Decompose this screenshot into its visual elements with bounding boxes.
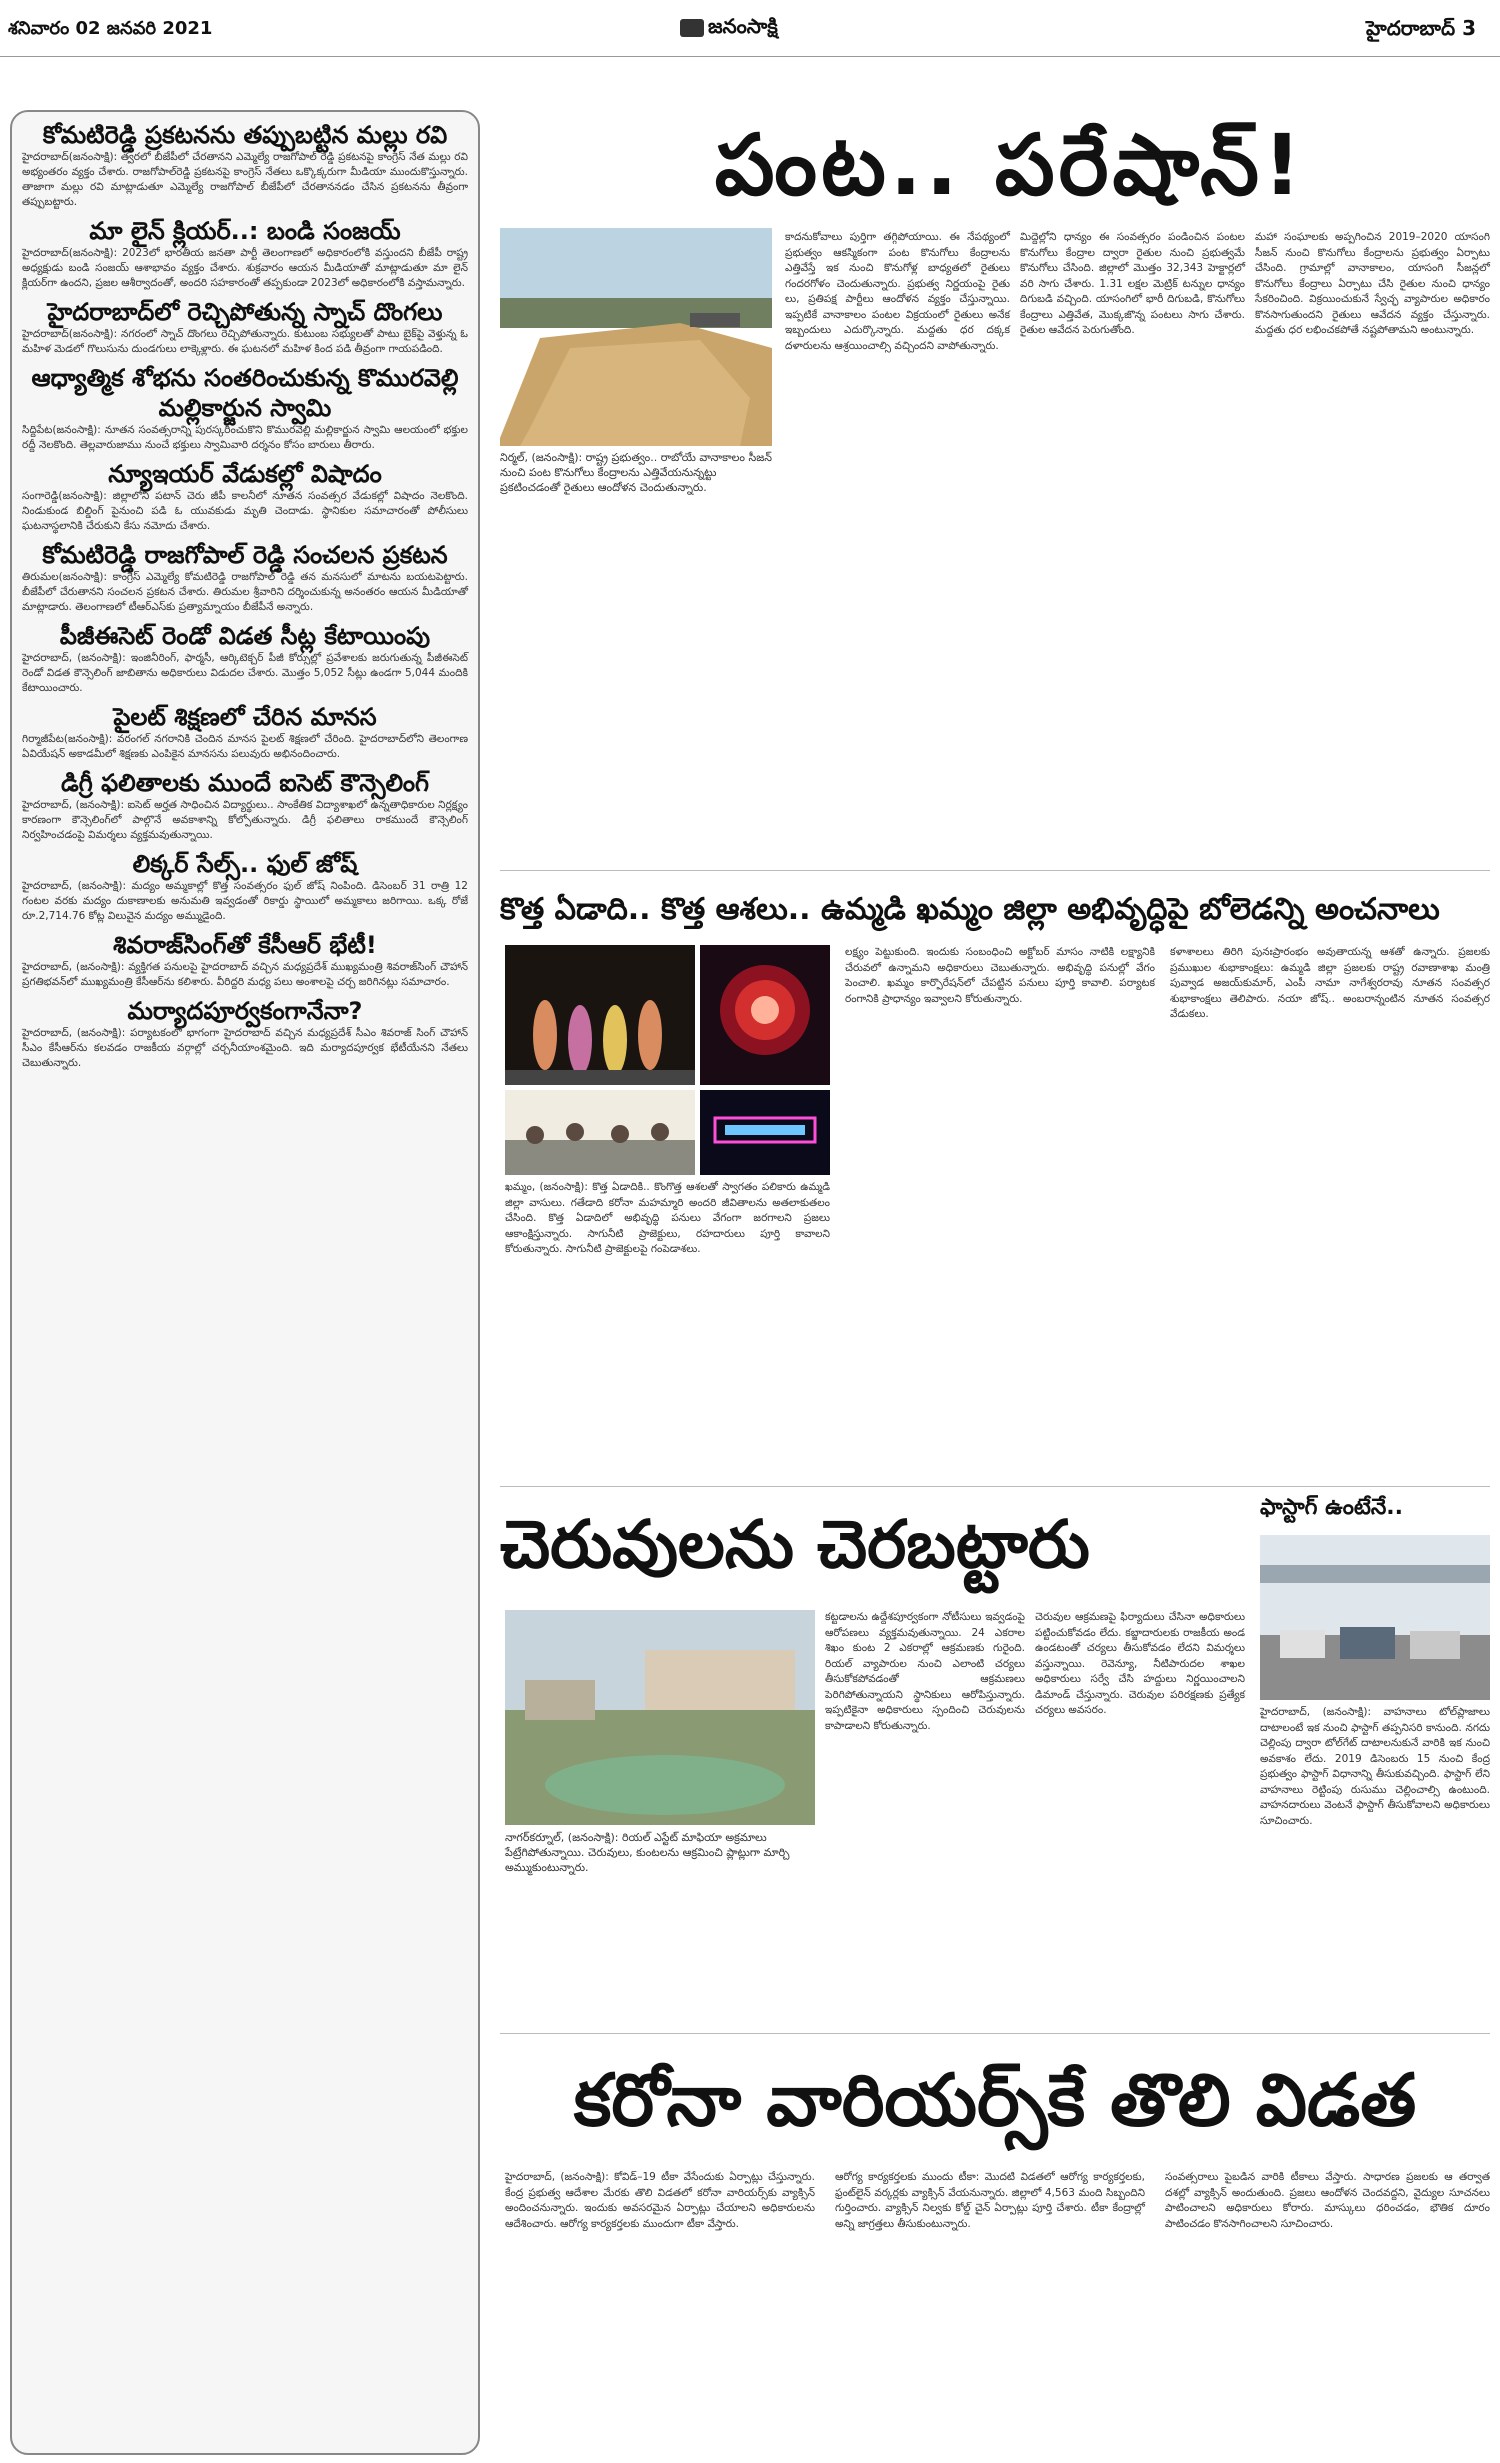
logo-icon — [680, 19, 704, 37]
left-news-column — [10, 110, 480, 2455]
neon-sign-photo — [700, 1090, 830, 1175]
corona-column-1: హైదరాబాద్, (జనంసాక్షి): కోవిడ్–19 టీకా వేసేందుకు ఏర్పాట్లు చేస్తున్నారు. కేంద్ర ప్రభుత్వ ఆదేశాల మేరకు తొలి విడతలో కరోనా వారియర్స్‌కు వ్యాక్సిన్ అందించనున్నారు. ఇందుకు అవసరమైన ఏర్పాట్లు చేయాలని అధికారులను ఆదేశించారు. ఆరోగ్య కార్యకర్తలకు ముందుగా టీకా వేస్తారు. — [505, 2171, 815, 2230]
ponds-headline: చెరువులను చెరబట్టారు — [500, 1506, 1090, 1583]
khammam-column-1: ఖమ్మం, (జనంసాక్షి): కొత్త ఏడాదికి.. కొంగొత్త ఆశలతో స్వాగతం పలికారు ఉమ్మడి జిల్లా వాసులు. గతేడాది కరోనా మహమ్మారి అందరి జీవితాలను అతలాకుతలం చేసింది. కొత్త ఏడాదిలో అభివృద్ధి పనులు వేగంగా జరగాలని ప్రజలు ఆకాంక్షిస్తున్నారు. సాగునీటి ప్రాజెక్టులు, రహదారులు పూర్తి కావాలని కోరుతున్నారు. సాగునీటి ప్రాజెక్టులపై గంపెడాశలు. — [505, 1181, 830, 1255]
left-story-body: హైదరాబాద్, (జనంసాక్షి): ఐసెట్ అర్హత సాధించిన విద్యార్థులు.. సాంకేతిక విద్యాశాఖలో ఉన్నతాధికారుల నిర్లక్ష్యం కారణంగా కౌన్సెలింగ్‌లో పాల్గొనే అవకాశాన్ని కోల్పోతున్నారు. డిగ్రీ ఫలితాలు రాకముందే కౌన్సెలింగ్ నిర్వహించడంపై విమర్శలు వ్యక్తమవుతున్నాయి. — [22, 799, 468, 841]
dancers-photo — [505, 945, 695, 1085]
ponds-column-1: కట్టడాలను ఉద్దేశపూర్వకంగా నోటీసులు ఇవ్వడంపై ఆరోపణలు వ్యక్తమవుతున్నాయి. 24 ఎకరాల శిఖం కుంట 2 ఎకరాల్లో ఆక్రమణకు గురైంది. రియల్ వ్యాపారుల నుంచి ఎలాంటి చర్యలు తీసుకోకపోవడంతో ఆక్రమణలు పెరిగిపోతున్నాయని స్థానికులు ఆరోపిస్తున్నారు. ఇప్పటికైనా అధికారులు స్పందించి చెరువులను కాపాడాలని కోరుతున్నారు. — [825, 1611, 1025, 1732]
corona-headline: కరోనా వారియర్స్‌కే తొలి విడత — [573, 2058, 1417, 2142]
left-story — [12, 992, 478, 1073]
fastag-headline: ఫాస్టాగ్ ఉంటేనే.. — [1260, 1495, 1404, 1520]
celebration-crowd-photo — [505, 1090, 695, 1175]
ponds-column-2: చెరువుల ఆక్రమణపై ఫిర్యాదులు చేసినా అధికారులు పట్టించుకోవడం లేదు. కబ్జాదారులకు రాజకీయ అండ ఉండటంతో చర్యలు తీసుకోవడం లేదని విమర్శలు వస్తున్నాయి. రెవెన్యూ, నీటిపారుదల శాఖల అధికారులు సర్వే చేసి హద్దులు నిర్ణయించాలని డిమాండ్ చేస్తున్నారు. చెరువుల పరిరక్షణకు ప్రత్యేక చర్యలు అవసరం. — [1035, 1611, 1245, 1716]
corona-column-2: ఆరోగ్య కార్యకర్తలకు ముందు టీకా: మొదటి విడతలో ఆరోగ్య కార్యకర్తలకు, ఫ్రంట్‌లైన్ వర్కర్లకు వ్యాక్సిన్ వేయనున్నారు. జిల్లాలో 4,563 మంది సిబ్బందిని గుర్తించారు. వ్యాక్సిన్ నిల్వకు కోల్డ్ చైన్ ఏర్పాట్లు పూర్తి చేశారు. టీకా కేంద్రాల్లో అన్ని జాగ్రత్తలు తీసుకుంటున్నారు. — [835, 2171, 1145, 2230]
left-story-body: సిద్దిపేట(జనంసాక్షి): నూతన సంవత్సరాన్ని పురస్కరించుకొని కొమురవెల్లి మల్లికార్జున స్వామి ఆలయంలో భక్తుల రద్దీ నెలకొంది. తెల్లవారుజాము నుంచే భక్తులు స్వామివారి దర్శనం కోసం బారులు తీరారు. — [22, 424, 468, 451]
left-story-body: హైదరాబాద్(జనంసాక్షి): త్వరలో బీజేపీలో చేరతానని ఎమ్మెల్యే రాజగోపాల్ రెడ్డి ప్రకటనపై కాంగ్రెస్ నేత మల్లు రవి అభ్యంతరం వ్యక్తం చేశారు. రాజగోపాల్‌రెడ్డి ప్రకటనపై కాంగ్రెస్ నేతలు ఒక్కొక్కరుగా మీడియా ముందుకొస్తున్నారు. తాజాగా మల్లు రవి మాట్లాడుతూ ఎమ్మెల్యే రాజగోపాల్ బీజేపీలో చేరతాననడం చేసిన ప్రకటనను తీవ్రంగా తప్పుబట్టారు. — [22, 151, 468, 208]
ponds-caption: నాగర్‌కర్నూల్, (జనంసాక్షి): రియల్ ఎస్టేట్ మాఫియా అక్రమాలు పేట్రేగిపోతున్నాయి. చెరువులు, కుంటలను ఆక్రమించి ప్లాట్లుగా మార్చి అమ్ముకుంటున్నారు. — [505, 1831, 790, 1874]
left-story — [12, 359, 478, 455]
lead-column-1: కాదనుకోవాలు పుర్తిగా తగ్గిపోయాయి. ఈ నేపథ్యంలో ప్రభుత్వం ఆకస్మికంగా పంట కొనుగోలు కేంద్రాలను ఎత్తివేస్తే ఇక నుంచి కొనుగోళ్ల బాధ్యతలో రైతులు గందరగోళం చెందుతున్నారు. ప్రభుత్వ నిర్ణయంపై రైతు లు, ప్రతిపక్ష పార్టీలు ఆందోళన వ్యక్తం చేస్తున్నాయి. ఇప్పటికే వానాకాలం పంటల విక్రయంలో రైతులు అనేక ఇబ్బందులు ఎదుర్కొన్నారు. మద్దతు ధర దక్కక దళారులను ఆశ్రయించాల్సి వచ్చిందని వాపోతున్నారు. — [785, 231, 1010, 352]
page-header — [0, 0, 1500, 60]
left-story-body: హైదరాబాద్, (జనంసాక్షి): వ్యక్తిగత పనులపై హైదరాబాద్ వచ్చిన మధ్యప్రదేశ్ ముఖ్యమంత్రి శివరాజ్‌సింగ్ చౌహాన్ ప్రగతిభవన్‌లో ముఖ్యమంత్రి కేసీఆర్‌ను కలిశారు. వీరిద్దరి మధ్య పలు అంశాలపై చర్చ జరిగినట్లు సమాచారం. — [22, 961, 468, 988]
page-city-number: హైదరాబాద్ 3 — [1366, 16, 1476, 40]
crowd-image — [505, 1090, 695, 1175]
left-story — [12, 112, 478, 212]
left-story-headline: హైదరాబాద్‌లో రెచ్చిపోతున్న స్నాచ్ దొంగలు — [47, 298, 443, 326]
left-story-headline: శివరాజ్‌సింగ్‌తో కేసీఆర్ భేటీ! — [113, 931, 377, 959]
left-story-body: తిరుమల(జనంసాక్షి): కాంగ్రెస్ ఎమ్మెల్యే కోమటిరెడ్డి రాజగోపాల్ రెడ్డి తన మనసులో మాటను బయటపెట్టారు. బీజేపీలో చేరుతానని సంచలన ప్రకటన చేశారు. తిరుమల శ్రీవారిని దర్శించుకున్న అనంతరం ఆయన మీడియాతో మాట్లాడారు. తెలంగాణలో టీఆర్ఎస్‌కు ప్రత్యామ్నాయం బీజేపీనే అన్నారు. — [22, 571, 468, 613]
left-story-headline: లిక్కర్ సేల్స్.. ఫుల్ జోష్ — [132, 850, 358, 878]
left-story — [12, 698, 478, 764]
pond-image — [505, 1610, 815, 1825]
left-story — [12, 845, 478, 926]
header-rule — [0, 56, 1500, 57]
khammam-headline: కొత్త ఏడాది.. కొత్త ఆశలు.. ఉమ్మడి ఖమ్మం జిల్లా అభివృద్ధిపై బోలెడన్ని అంచనాలు — [500, 892, 1440, 927]
fireworks-photo — [700, 945, 830, 1085]
left-story — [12, 617, 478, 698]
issue-date: శనివారం 02 జనవరి 2021 — [8, 18, 213, 39]
masthead-logo — [680, 14, 778, 43]
left-story-body: హైదరాబాద్, (జనంసాక్షి): పర్యాటకంలో భాగంగా హైదరాబాద్ వచ్చిన మధ్యప్రదేశ్ సీఎం శివరాజ్ సింగ్ చౌహాన్ సీఎం కేసీఆర్‌ను కలవడం రాజకీయ వర్గాల్లో చర్చనీయాంశమైంది. ఇది మర్యాదపూర్వక భేటీయేనని నేతలు చెబుతున్నారు. — [22, 1027, 468, 1069]
lead-headline: పంట.. పరేషాన్! — [714, 116, 1306, 214]
lead-column-2: మిద్దెల్లోని ధాన్యం ఈ సంవత్సరం పండించిన పంటల కొనుగోలు కేంద్రాల ద్వారా రైతుల నుంచి ప్రభుత్వమే కొనుగోలు చేసింది. జిల్లాలో మొత్తం 32,343 హెక్టార్లలో వరి సాగు చేశారు. 1.31 లక్షల మెట్రిక్ టన్నుల ధాన్యం దిగుబడి వచ్చింది. యాసంగిలో భారీ దిగుబడి, కొనుగోలు కేంద్రాలు ఎత్తివేత, మొక్కజొన్న పంటలు సాగు చేశారు. రైతుల ఆవేదన పెరుగుతోంది. — [1020, 231, 1245, 336]
neon-sign-image — [700, 1090, 830, 1175]
logo-text: జనంసాక్షి — [708, 14, 778, 38]
lead-column-3: మహా సంఘాలకు అప్పగించిన 2019–2020 యాసంగి సీజన్ నుంచి కొనుగోలు కేంద్రాలను ప్రభుత్వం ఏర్పాటు చేసింది. గ్రామాల్లో వానాకాలం, యాసంగి సీజన్లలో కొనుగోలు కేంద్రాలు ఏర్పాటు చేసి రైతుల నుంచి ధాన్యం సేకరించింది. విక్రయించుకునే స్వేచ్ఛ వ్యాపారుల అధికారం కొనసాగుతుందని రైతులు ఆవేదన వ్యక్తం చేస్తున్నారు. మద్దతు ధర లభించకపోతే నష్టపోతామని అంటున్నారు. — [1255, 231, 1490, 336]
left-story-body: హైదరాబాద్(జనంసాక్షి): నగరంలో స్నాచ్ దొంగలు రెచ్చిపోతున్నారు. కుటుంబ సభ్యులతో పాటు బైక్‌పై వెళ్తున్న ఓ మహిళ మెడలో గొలుసును దుండగులు లాక్కెళ్లారు. ఈ ఘటనలో మహిళ కింద పడి తీవ్రంగా గాయపడింది. — [22, 328, 468, 355]
left-story-body: సంగారెడ్డి(జనంసాక్షి): జిల్లాలోని పటాన్ చెరు జీపీ కాలనీలో నూతన సంవత్సర వేడుకల్లో విషాదం నెలకొంది. నిండుకుండ బిల్డింగ్ పైనుంచి పడి ఓ యువకుడు మృతి చెందాడు. స్థానికుల సమాచారంతో పోలీసులు ఘటనాస్థలానికి చేరుకుని కేసు నమోదు చేశారు. — [22, 490, 468, 532]
fastag-body: హైదరాబాద్, (జనంసాక్షి): వాహనాలు టోల్‌ప్లాజాలు దాటాలంటే ఇక నుంచి ఫాస్టాగ్ తప్పనిసరి కానుంది. నగదు చెల్లింపు ద్వారా టోల్‌గేట్ దాటాలనుకునే వారికి ఇక నుంచి అవకాశం లేదు. 2019 డిసెంబరు 15 నుంచి కేంద్ర ప్రభుత్వం ఫాస్టాగ్ విధానాన్ని తీసుకువచ్చింది. ఫాస్టాగ్ లేని వాహనాలు రెట్టింపు రుసుము చెల్లించాల్సి ఉంటుంది. వాహనదారులు వెంటనే ఫాస్టాగ్ తీసుకోవాలని అధికారులు సూచించారు. — [1260, 1706, 1490, 1827]
left-story — [12, 926, 478, 992]
toll-plaza-image — [1260, 1535, 1490, 1700]
left-story-headline: న్యూఇయర్ వేడుకల్లో విషాదం — [108, 460, 382, 488]
left-story-headline: పైలట్ శిక్షణలో చేరిన మానస — [113, 703, 377, 731]
corona-column-3: సంవత్సరాలు పైబడిన వారికి టీకాలు వేస్తారు. సాధారణ ప్రజలకు ఆ తర్వాత దశల్లో వ్యాక్సిన్ అందుతుంది. ప్రజలు ఆందోళన చెందవద్దని, వైద్యుల సూచనలు పాటించాలని అధికారులు కోరారు. మాస్కులు ధరించడం, భౌతిక దూరం పాటించడం కొనసాగించాలని సూచించారు. — [1165, 2171, 1490, 2230]
left-story-headline: ఆధ్యాత్మిక శోభను సంతరించుకున్న కొమురవెల్లి మల్లికార్జున స్వామి — [31, 364, 459, 422]
left-story-body: గిర్మాజీపేట(జనంసాక్షి): వరంగల్ నగరానికి చెందిన మానస పైలట్ శిక్షణలో చేరింది. హైదరాబాద్‌లోని తెలంగాణ ఏవియేషన్ అకాడమీలో శిక్షణకు ఎంపికైన మానసను పలువురు అభినందించారు. — [22, 733, 468, 760]
section-rule — [500, 1486, 1490, 1487]
left-story-headline: మర్యాదపూర్వకంగానేనా? — [127, 997, 363, 1025]
left-story-headline: మా లైన్ క్లియర్..: బండి సంజయ్ — [89, 217, 401, 245]
left-story — [12, 293, 478, 359]
fireworks-image — [700, 945, 830, 1085]
left-story — [12, 455, 478, 536]
left-story-headline: డిగ్రీ ఫలితాలకు ముందే ఐసెట్ కౌన్సెలింగ్ — [60, 769, 430, 797]
toll-plaza-photo — [1260, 1535, 1490, 1700]
left-story-body: హైదరాబాద్(జనంసాక్షి): 2023లో భారతీయ జనతా పార్టీ తెలంగాణలో అధికారంలోకి వస్తుందని బీజేపీ రాష్ట్ర అధ్యక్షుడు బండి సంజయ్ ఆశాభావం వ్యక్తం చేశారు. శుక్రవారం ఆయన మీడియాతో మాట్లాడుతూ మా లైన్ క్లియర్‌గా ఉందని, ప్రజల ఆశీర్వాదంతో, అందరి సహకారంతో తప్పకుండా 2023లో అధికారంలోకి వస్తామన్నారు. — [22, 247, 468, 289]
grain-heap-photo — [500, 228, 772, 446]
lead-photo-caption: నిర్మల్, (జనంసాక్షి): రాష్ట్ర ప్రభుత్వం.. రాబోయే వానాకాలం సీజన్ నుంచి పంట కొనుగోలు కేంద్రాలను ఎత్తివేయనున్నట్టు ప్రకటించడంతో రైతులు ఆందోళన చెందుతున్నారు. — [500, 451, 772, 494]
left-story — [12, 764, 478, 845]
encroached-pond-photo — [505, 1610, 815, 1825]
left-story-body: హైదరాబాద్, (జనంసాక్షి): మద్యం అమ్మకాల్లో కొత్త సంవత్సరం ఫుల్ జోష్ నింపింది. డిసెంబర్ 31 రాత్రి 12 గంటల వరకు మద్యం దుకాణాలకు అనుమతి ఇవ్వడంతో రికార్డు స్థాయిలో అమ్మకాలు జరిగాయి. ఒక్క రోజే రూ.2,714.76 కోట్ల విలువైన మద్యం అమ్ముడైంది. — [22, 880, 468, 922]
khammam-column-3: కళాశాలలు తిరిగి పునఃప్రారంభం అవుతాయన్న ఆశతో ఉన్నారు. ప్రజలకు ప్రముఖుల శుభాకాంక్షలు: ఉమ్మడి జిల్లా ప్రజలకు రాష్ట్ర రవాణాశాఖ మంత్రి పువ్వాడ అజయ్‌కుమార్, ఎంపీ నామా నాగేశ్వరరావు నూతన సంవత్సర శుభాకాంక్షలు తెలిపారు. నయా జోష్.. అంబరాన్నంటిన నూతన సంవత్సర వేడుకలు. — [1170, 946, 1490, 1020]
left-story — [12, 536, 478, 617]
dancers-image — [505, 945, 695, 1085]
left-story-headline: కోమటిరెడ్డి ప్రకటనను తప్పుబట్టిన మల్లు రవి — [42, 121, 448, 149]
left-story-headline: కోమటిరెడ్డి రాజగోపాల్ రెడ్డి సంచలన ప్రకటన — [42, 541, 448, 569]
section-rule — [500, 870, 1490, 871]
grain-heap-image — [500, 228, 772, 446]
section-rule — [500, 2033, 1490, 2034]
khammam-column-2: లక్ష్యం పెట్టుకుంది. ఇందుకు సంబంధించి అక్టోబర్ మాసం నాటికి లక్ష్యానికి చేరువలో ఉన్నామని అధికారులు చెబుతున్నారు. అభివృద్ధి పనుల్లో వేగం పెంచాలి. ఖమ్మం కార్పొరేషన్‌లో చేపట్టిన పనులు పూర్తి కావాలి. పర్యాటక రంగానికి ప్రాధాన్యం ఇవ్వాలని కోరుతున్నారు. — [845, 946, 1155, 1005]
left-story — [12, 212, 478, 293]
left-story-body: హైదరాబాద్, (జనంసాక్షి): ఇంజినీరింగ్, ఫార్మసీ, ఆర్కిటెక్చర్ పీజీ కోర్సుల్లో ప్రవేశాలకు జరుగుతున్న పీజీఈసెట్ రెండో విడత కౌన్సెలింగ్ జాబితాను అధికారులు విడుదల చేశారు. మొత్తం 5,052 సీట్లు ఉండగా 5,044 మందికి కేటాయించారు. — [22, 652, 468, 694]
left-story-headline: పీజీఈసెట్ రెండో విడత సీట్ల కేటాయింపు — [59, 622, 431, 650]
